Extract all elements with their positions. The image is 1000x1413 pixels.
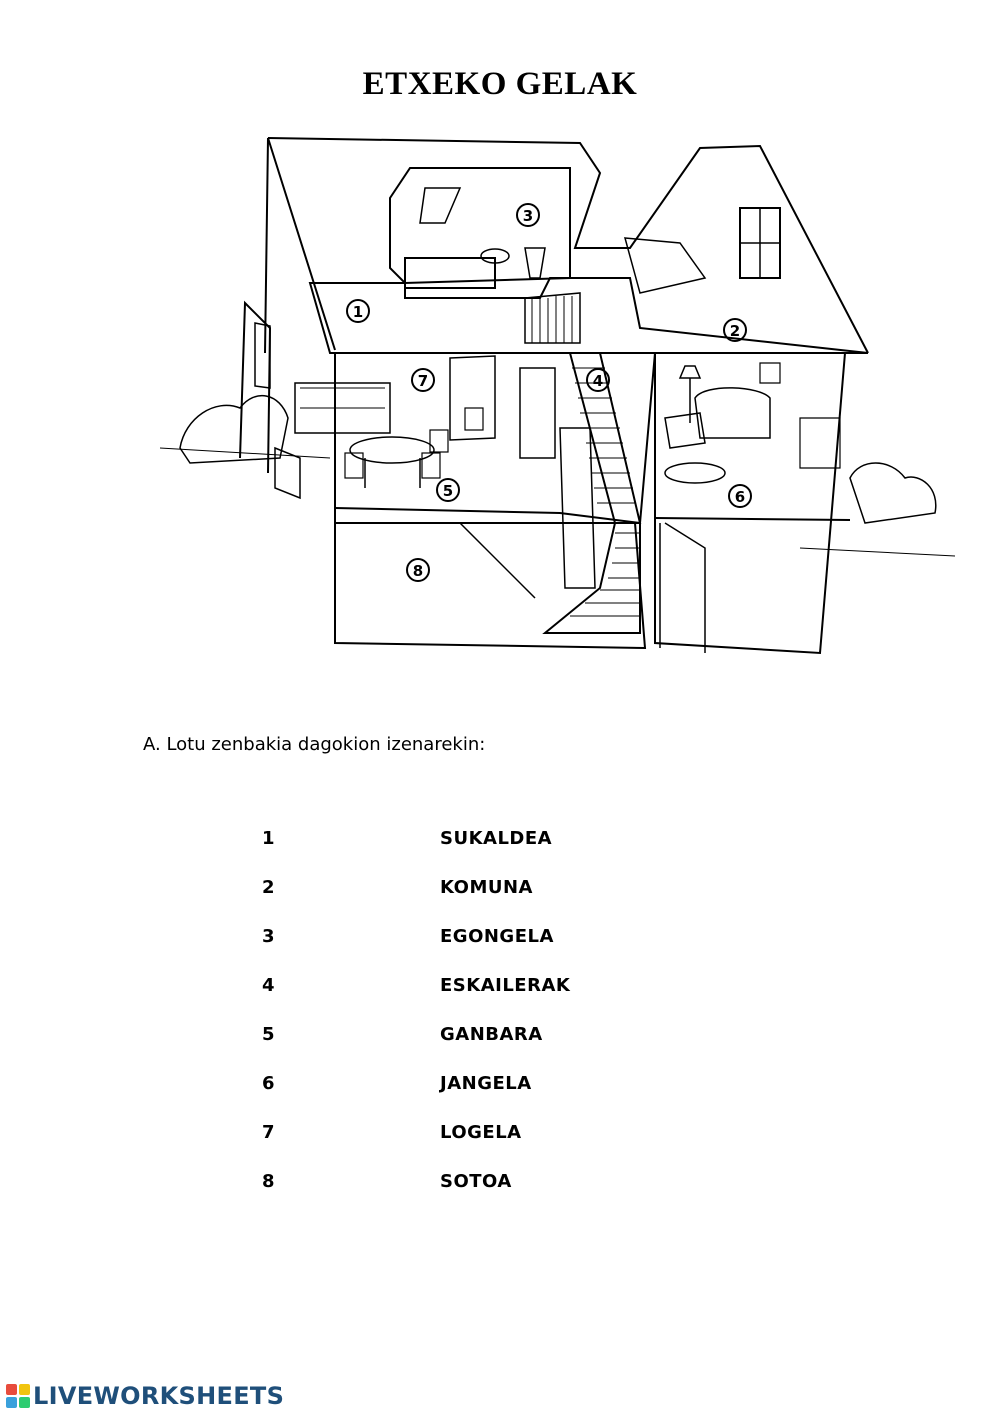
list-item (0, 926, 1000, 954)
room-name: SUKALDEA (440, 828, 553, 849)
attic-bed (625, 238, 705, 293)
page-title: ETXEKO GELAK (362, 66, 638, 102)
room-label-6 (729, 485, 751, 507)
svg-text:1: 1 (352, 303, 364, 321)
left-gable (265, 138, 335, 353)
list-item (0, 1024, 1000, 1052)
svg-text:2: 2 (729, 322, 741, 340)
house-cutaway-illustration (160, 128, 960, 658)
logo-block (19, 1397, 30, 1408)
room-label-8 (407, 559, 429, 581)
room-name: JANGELA (440, 1073, 532, 1094)
svg-text:3: 3 (522, 207, 534, 225)
logo-blocks-icon (6, 1384, 30, 1408)
staircase (570, 353, 640, 523)
attic-bathroom (390, 168, 570, 283)
list-item (0, 828, 1000, 856)
item-number: 3 (262, 926, 275, 947)
room-name: EGONGELA (440, 926, 554, 947)
room-name: ESKAILERAK (440, 975, 571, 996)
side-wall-right (655, 353, 845, 653)
liveworksheets-logo[interactable] (6, 1381, 284, 1411)
list-item (0, 975, 1000, 1003)
svg-text:8: 8 (412, 562, 424, 580)
svg-text:4: 4 (592, 372, 604, 390)
list-item (0, 1171, 1000, 1199)
logo-block (6, 1384, 17, 1395)
item-number: 6 (262, 1073, 275, 1094)
list-item (0, 1073, 1000, 1101)
room-name: LOGELA (440, 1122, 522, 1143)
item-number: 2 (262, 877, 275, 898)
svg-text:5: 5 (442, 482, 454, 500)
instruction-text: A. Lotu zenbakia dagokion izenarekin: (143, 734, 486, 755)
list-item (0, 1122, 1000, 1150)
left-bush (180, 396, 288, 463)
item-number: 7 (262, 1122, 275, 1143)
attic-floor (310, 278, 868, 353)
sofa (695, 388, 770, 438)
room-name: KOMUNA (440, 877, 533, 898)
item-number: 1 (262, 828, 275, 849)
item-number: 8 (262, 1171, 275, 1192)
room-name: SOTOA (440, 1171, 512, 1192)
room-name: GANBARA (440, 1024, 543, 1045)
ground-floor-slab (335, 508, 640, 523)
list-item (0, 877, 1000, 905)
item-number: 4 (262, 975, 275, 996)
room-label-2 (724, 319, 746, 341)
room-label-3 (517, 204, 539, 226)
right-bush (850, 463, 936, 523)
room-label-5 (437, 479, 459, 501)
logo-block (6, 1397, 17, 1408)
svg-text:6: 6 (734, 488, 746, 506)
room-label-7 (412, 369, 434, 391)
logo-text: LIVEWORKSHEETS (33, 1382, 285, 1410)
basement-left (335, 523, 645, 648)
ground-line-right (800, 548, 955, 556)
svg-text:7: 7 (417, 372, 429, 390)
logo-block (19, 1384, 30, 1395)
kitchen-window (255, 323, 270, 388)
item-number: 5 (262, 1024, 275, 1045)
room-label-1 (347, 300, 369, 322)
